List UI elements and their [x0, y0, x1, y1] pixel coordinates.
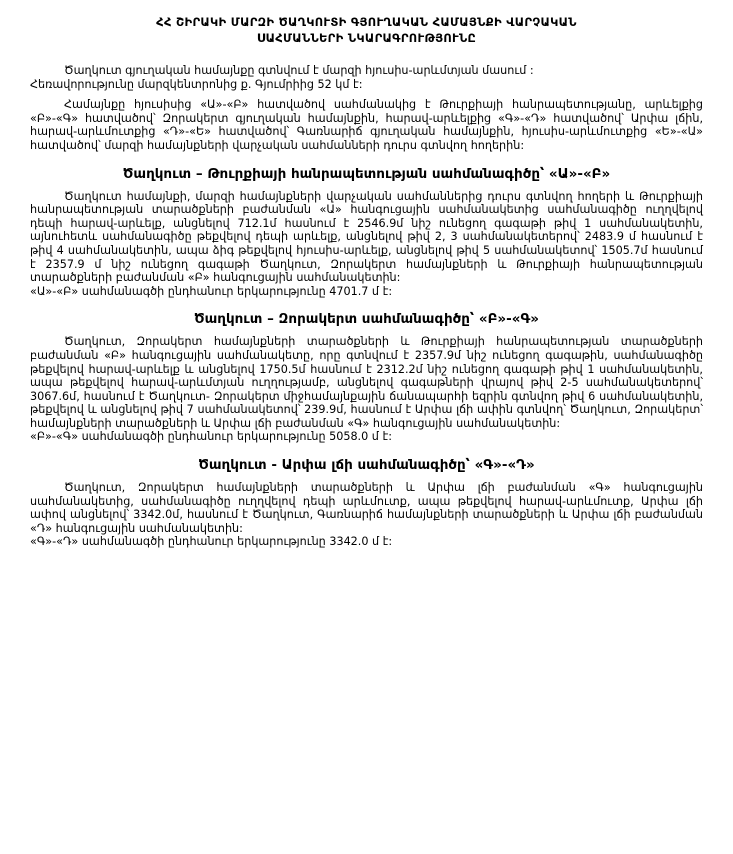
section-3-length: «Գ»-«Դ» սահմանագծի ընդհանուր երկարությունը 3342.0 մ է:	[30, 535, 393, 549]
section-1-paragraph-1: Ծաղկուտ համայնքի, մարզի համայնքների վարչական սահմաններից դուրս գտնվող հողերի և Թուրքիայի հանրապետության տարածքների բաժանման «Ա» հանգուցային սահմանակետից սահմանագիծը ուղղվելով դեպի հարավ-արևելք, անցնելով 712.1մ հասնում է 2546.9մ նիշ ունեցող գագաթի թիվ 1 սահմանակետին, այնուհետև սահմանագիծը թեքվելով դեպի արևելք, անցնելով թիվ 2, 3 սահմանակետերով՝ 2483.9 մ հասնում է թիվ 4 սահմանակետին, ապա ձիգ թեքվելով հյուսիս-արևելք, անցնելով թիվ 5 սահմանակետով՝ 1505.7մ հասնում է 2357.9 մ նիշ ունեցող գագաթի Ծաղկուտ, Զորակերտ համայնքների և Թուրքիայի հանրապետության տարածքների բաժանման «Բ» հանգուցային սահմանակետին:	[30, 189, 703, 285]
intro-paragraph-3: Համայնքը հյուսիսից «Ա»-«Բ» հատվածով սահմանակից է Թուրքիայի հանրապետությանը, արևելքից «Բ»-«Գ» հատվածով՝ Զորակերտ գյուղական համայնքին, հարավ-արևելքից «Գ»-«Դ» հատվածով՝ Արփա լճին, հարավ-արևմուտքից «Դ»-«Ե» հատվածով՝ Գառնարիճ գյուղական համայնքին, հյուսիս-արևմուտքից «Ե»-«Ա» հատվածով՝ մարզի համայնքների վարչական սահմանների դուրս գտնվող հողերին:	[30, 98, 703, 152]
document-title-line1: ՀՀ ՇԻՐԱԿԻ ՄԱՐԶԻ ԾԱՂԿՈՒՏԻ ԳՅՈՒՂԱԿԱՆ ՀԱՄԱՅՆՔԻ ՎԱՐՉԱԿԱՆ	[156, 15, 577, 29]
section-2-length: «Բ»-«Գ» սահմանագծի ընդհանուր երկարությունը 5058.0 մ է:	[30, 430, 392, 444]
section-heading-1: Ծաղկուտ – Թուրքիայի հանրապետության սահմանագիծը՝ «Ա»-«Բ»	[122, 165, 611, 182]
intro-paragraph-2: Հեռավորությունը մարզկենտրոնից ք. Գյումրիից 52 կմ է:	[30, 77, 363, 91]
section-1-length: «Ա»-«Բ» սահմանագծի ընդհանուր երկարությունը 4701.7 մ է:	[30, 284, 393, 298]
section-2-paragraph-1: Ծաղկուտ, Զորակերտ համայնքների տարածքների և Թուրքիայի հանրապետության տարածքների բաժանման «Բ» հանգուցային սահմանակետը, որը գտնվում է 2357.9մ նիշ ունեցող գագաթին, սահմանագիծը թեքվելով հարավ-արևելք և անցնելով 1750.5մ հասնում է 2312.2մ նիշ ունեցող գագաթի թիվ 1 սահմանակետին, ապա թեքվելով հարավ-արևմտյան ուղղությամբ, անցնելով գագաթների վրայով թիվ 2-5 սահմանակետերով՝ 3067.6մ, հասնում է Ծաղկուտ- Զորակերտ միջհամայնքային ճանապարհի եզրին գտնվող թիվ 6 սահմանակետին, թեքվելով և անցնելով թիվ 7 սահմանակետով՝ 239.9մ, հասնում է Արփա լճի ափին գտնվող՝ Ծաղկուտ, Զորակերտ՝ համայնքների տարածքների և Արփա լճի բաժանման «Գ» հանգուցային սահմանակետին:	[30, 335, 703, 430]
section-3-paragraph-1: Ծաղկուտ, Զորակերտ համայնքների տարածքների և Արփա լճի բաժանման «Գ» հանգուցային սահմանակետից, սահմանագիծը ուղղվելով դեպի արևմուտք, ապա թեքվելով հարավ-արևմուտք, Արփա լճի ափով անցնելով՝ 3342.0մ, հասնում է Ծաղկուտ, Գառնարիճ համայնքների տարածքների և Արփա լճի բաժանման «Դ» հանգուցային սահմանակետին:	[30, 481, 703, 535]
document-title	[30, 14, 703, 46]
section-heading-2: Ծաղկուտ – Զորակերտ սահմանագիծը՝ «Բ»-«Գ»	[193, 311, 540, 328]
document-title-line2: ՍԱՀՄԱՆՆԵՐԻ ՆԿԱՐԱԳՐՈՒԹՅՈՒՆԸ	[256, 31, 477, 45]
section-heading-3: Ծաղկուտ - Արփա լճի սահմանագիծը՝ «Գ»-«Դ»	[198, 457, 535, 474]
intro-paragraph-1: Ծաղկուտ գյուղական համայնքը գտնվում է մարզի հյուսիս-արևմտյան մասում :	[64, 64, 534, 77]
